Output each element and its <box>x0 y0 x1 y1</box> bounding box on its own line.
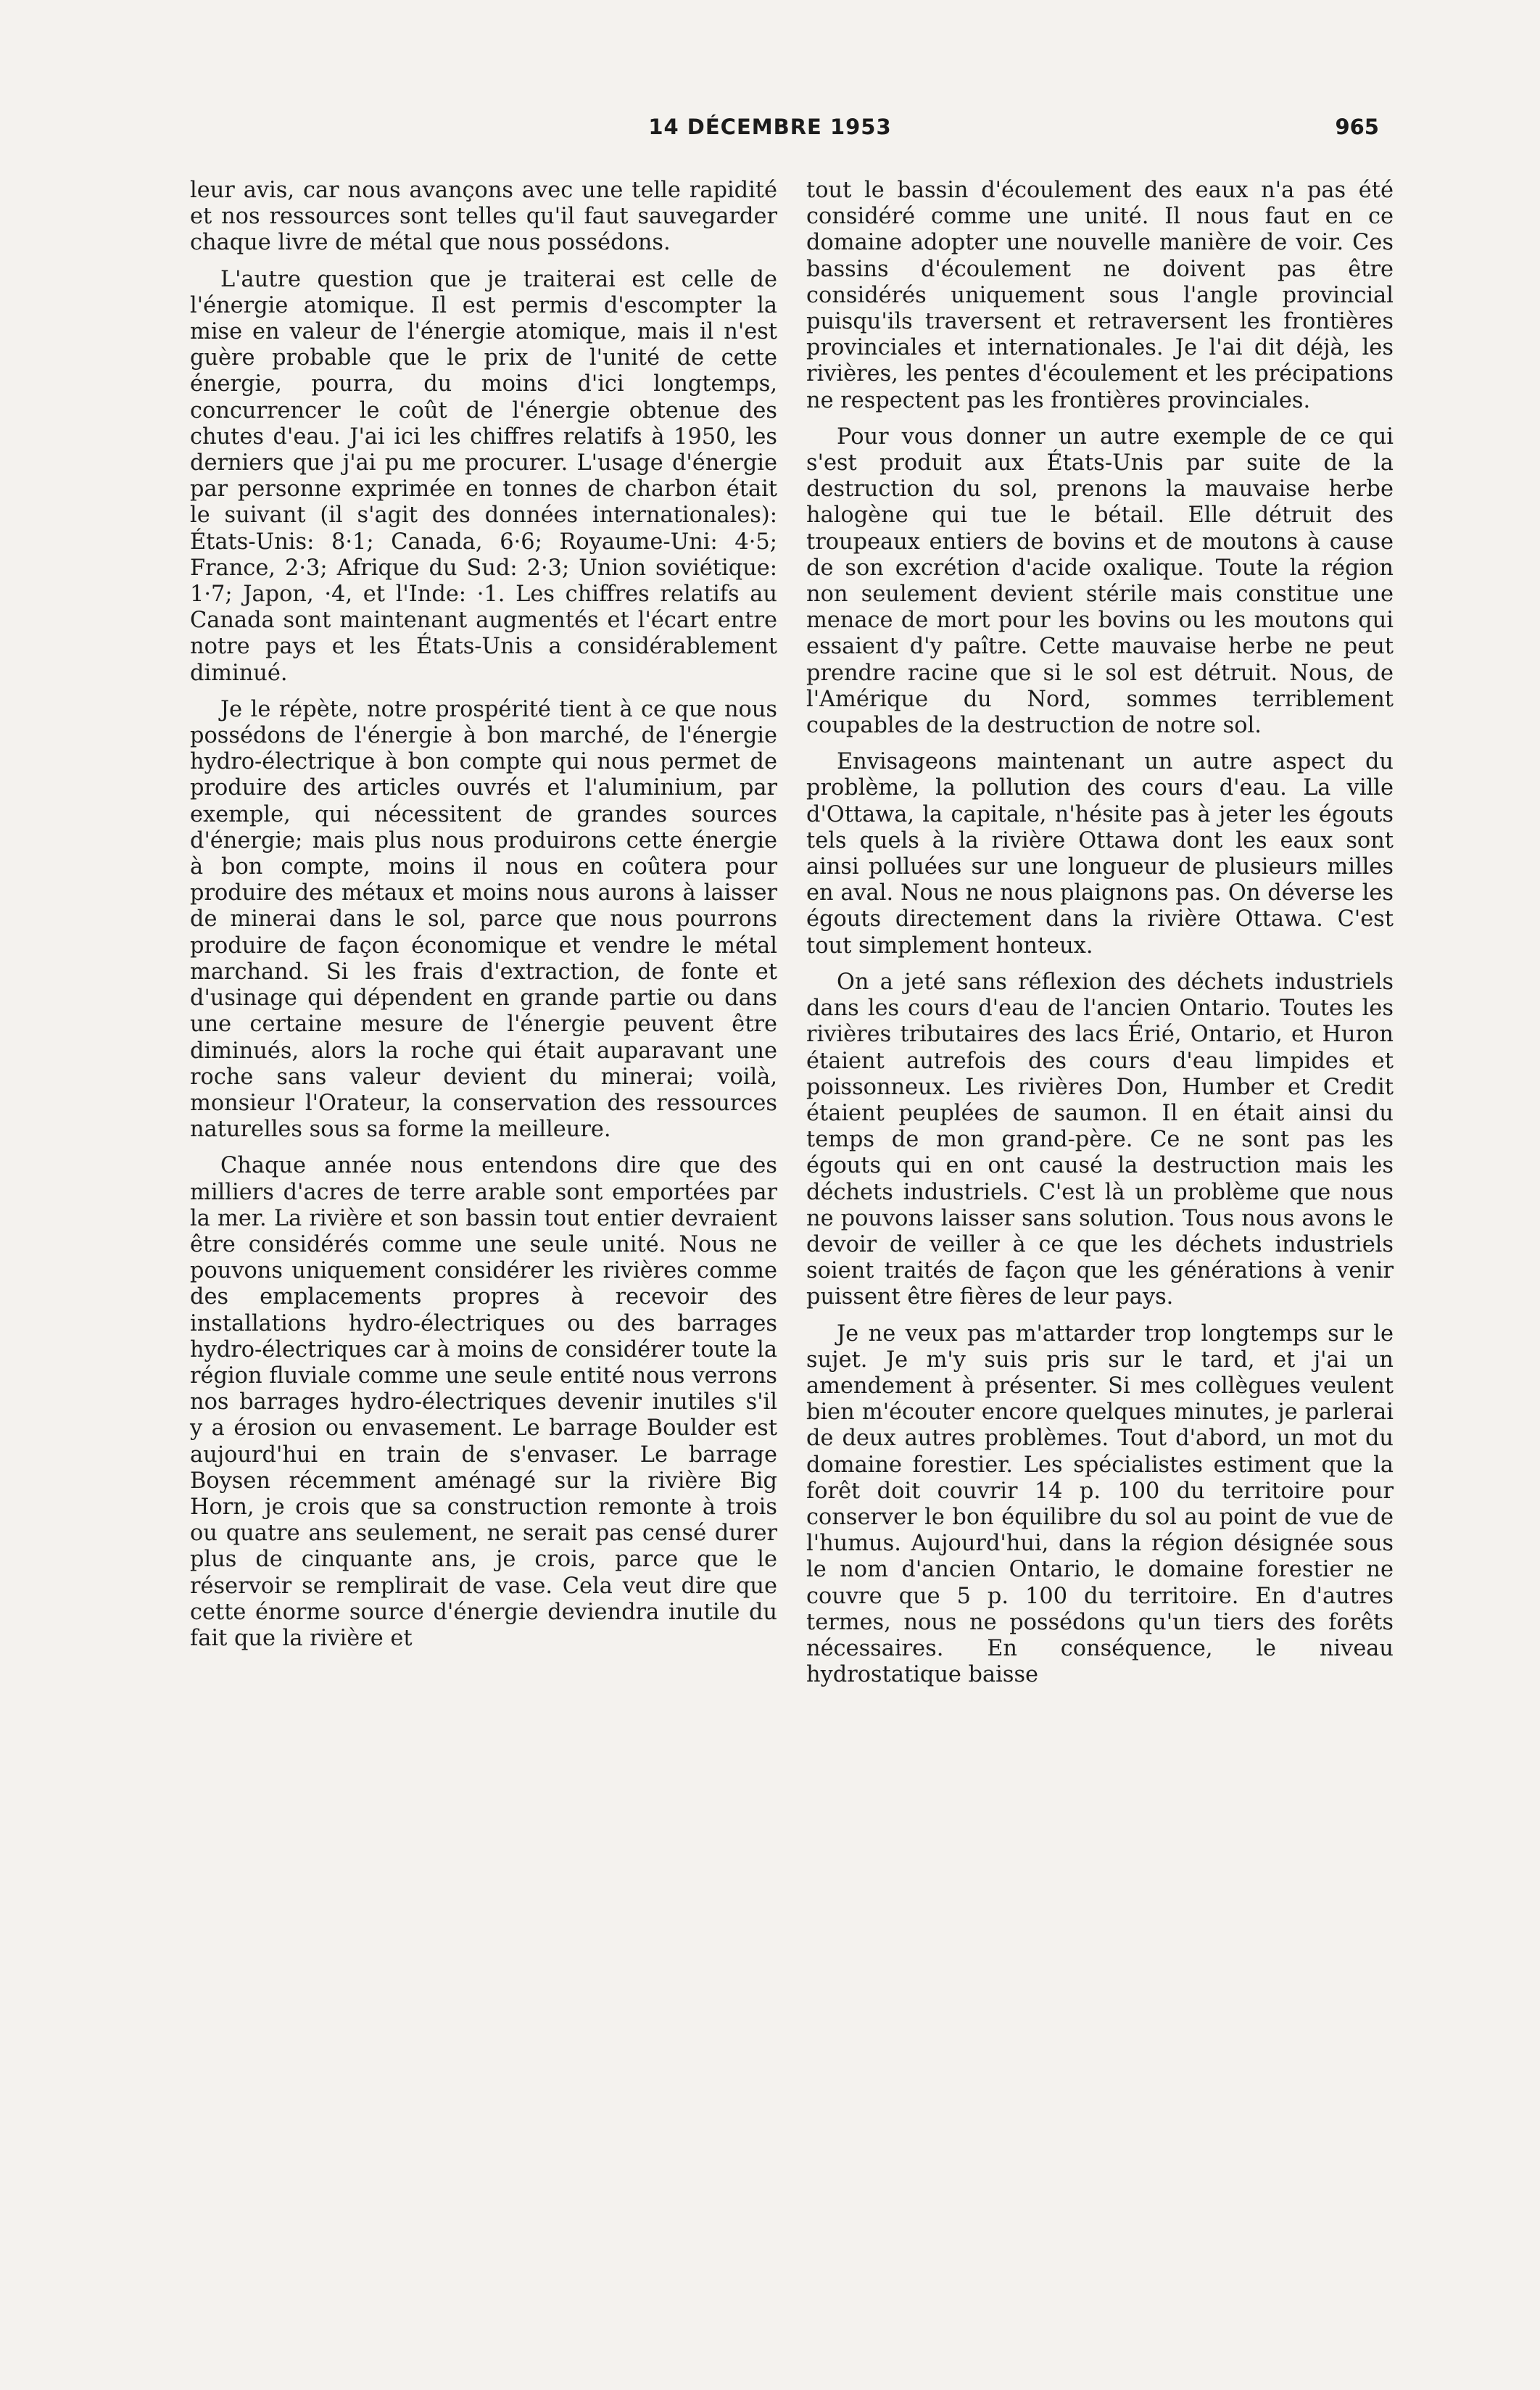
paragraph: On a jeté sans réflexion des déchets industriels dans les cours d'eau de l'ancien Ontario. Toutes les rivières tributaires des lacs Érié, Ontario, et Huron étaient autrefois des cours d'eau limpides et poissonneux. Les rivières Don, Humber et Credit étaient peuplées de saumon. Il en était ainsi du temps de mon grand-père. Ce ne sont pas les égouts qui en ont causé la destruction mais les déchets industriels. C'est là un problème que nous ne pouvons laisser sans solution. Tous nous avons le devoir de veiller à ce que les déchets industriels soient traités de façon que les générations à venir puissent être fières de leur pays. <box>806 969 1394 1310</box>
header-date: 14 DÉCEMBRE 1953 <box>648 115 892 139</box>
page-header <box>0 0 1540 145</box>
paragraph: tout le bassin d'écoulement des eaux n'a pas été considéré comme une unité. Il nous faut en ce domaine adopter une nouvelle manière de voir. Ces bassins d'écoulement ne doivent pas être considérés uniquement sous l'angle provincial puisqu'ils traversent et retraversent les frontières provinciales et internationales. Je l'ai dit déjà, les rivières, les pentes d'écoulement et les précipations ne respectent pas les frontières provinciales. <box>806 178 1394 413</box>
paragraph: leur avis, car nous avançons avec une telle rapidité et nos ressources sont telles qu'il faut sauvegarder chaque livre de métal que nous possédons. <box>190 178 777 256</box>
right-column <box>806 178 1394 1698</box>
paragraph: Je ne veux pas m'attarder trop longtemps sur le sujet. Je m'y suis pris sur le tard, et j'ai un amendement à présenter. Si mes collègues veulent bien m'écouter encore quelques minutes, je parlerai de deux autres problèmes. Tout d'abord, un mot du domaine forestier. Les spécialistes estiment que la forêt doit couvrir 14 p. 100 du territoire pour conserver le bon équilibre du sol au point de vue de l'humus. Aujourd'hui, dans la région désignée sous le nom d'ancien Ontario, le domaine forestier ne couvre que 5 p. 100 du territoire. En d'autres termes, nous ne possédons qu'un tiers des forêts nécessaires. En conséquence, le niveau hydrostatique baisse <box>806 1320 1394 1688</box>
paragraph: Je le répète, notre prospérité tient à ce que nous possédons de l'énergie à bon marché, de l'énergie hydro-électrique à bon compte qui nous permet de produire des articles ouvrés et l'aluminium, par exemple, qui nécessitent de grandes sources d'énergie; mais plus nous produirons cette énergie à bon compte, moins il nous en coûtera pour produire des métaux et moins nous aurons à laisser de minerai dans le sol, parce que nous pourrons produire de façon économique et vendre le métal marchand. Si les frais d'extraction, de fonte et d'usinage qui dépendent en grande partie ou dans une certaine mesure de l'énergie peuvent être diminués, alors la roche qui était auparavant une roche sans valeur devient du minerai; voilà, monsieur l'Orateur, la conservation des ressources naturelles sous sa forme la meilleure. <box>190 696 777 1143</box>
left-column <box>190 178 777 1662</box>
paragraph: Pour vous donner un autre exemple de ce qui s'est produit aux États-Unis par suite de la destruction du sol, prenons la mauvaise herbe halogène qui tue le bétail. Elle détruit des troupeaux entiers de bovins et de moutons à cause de son excrétion d'acide oxalique. Toute la région non seulement devient stérile mais constitue une menace de mort pour les bovins ou les moutons qui essaient d'y paître. Cette mauvaise herbe ne peut prendre racine que si le sol est détruit. Nous, de l'Amérique du Nord, sommes terriblement coupables de la destruction de notre sol. <box>806 423 1394 739</box>
page-number: 965 <box>1335 115 1379 139</box>
paragraph: L'autre question que je traiterai est celle de l'énergie atomique. Il est permis d'escompter la mise en valeur de l'énergie atomique, mais il n'est guère probable que le prix de l'unité de cette énergie, pourra, du moins d'ici longtemps, concurrencer le coût de l'énergie obtenue des chutes d'eau. J'ai ici les chiffres relatifs à 1950, les derniers que j'ai pu me procurer. L'usage d'énergie par personne exprimée en tonnes de charbon était le suivant (il s'agit des données internationales): États-Unis: 8·1; Canada, 6·6; Royaume-Uni: 4·5; France, 2·3; Afrique du Sud: 2·3; Union soviétique: 1·7; Japon, ·4, et l'Inde: ·1. Les chiffres relatifs au Canada sont maintenant augmentés et l'écart entre notre pays et les États-Unis a considérablement diminué. <box>190 266 777 686</box>
paragraph: Chaque année nous entendons dire que des milliers d'acres de terre arable sont emportées par la mer. La rivière et son bassin tout entier devraient être considérés comme une seule unité. Nous ne pouvons uniquement considérer les rivières comme des emplacements propres à recevoir des installations hydro-électriques ou des barrages hydro-électriques car à moins de considérer toute la région fluviale comme une seule entité nous verrons nos barrages hydro-électriques devenir inutiles s'il y a érosion ou envasement. Le barrage Boulder est aujourd'hui en train de s'envaser. Le barrage Boysen récemment aménagé sur la rivière Big Horn, je crois que sa construction remonte à trois ou quatre ans seulement, ne serait pas censé durer plus de cinquante ans, je crois, parce que le réservoir se remplirait de vase. Cela veut dire que cette énorme source d'énergie deviendra inutile du fait que la rivière et <box>190 1153 777 1651</box>
paragraph: Envisageons maintenant un autre aspect du problème, la pollution des cours d'eau. La ville d'Ottawa, la capitale, n'hésite pas à jeter les égouts tels quels à la rivière Ottawa dont les eaux sont ainsi polluées sur une longueur de plusieurs milles en aval. Nous ne nous plaignons pas. On déverse les égouts directement dans la rivière Ottawa. C'est tout simplement honteux. <box>806 749 1394 959</box>
